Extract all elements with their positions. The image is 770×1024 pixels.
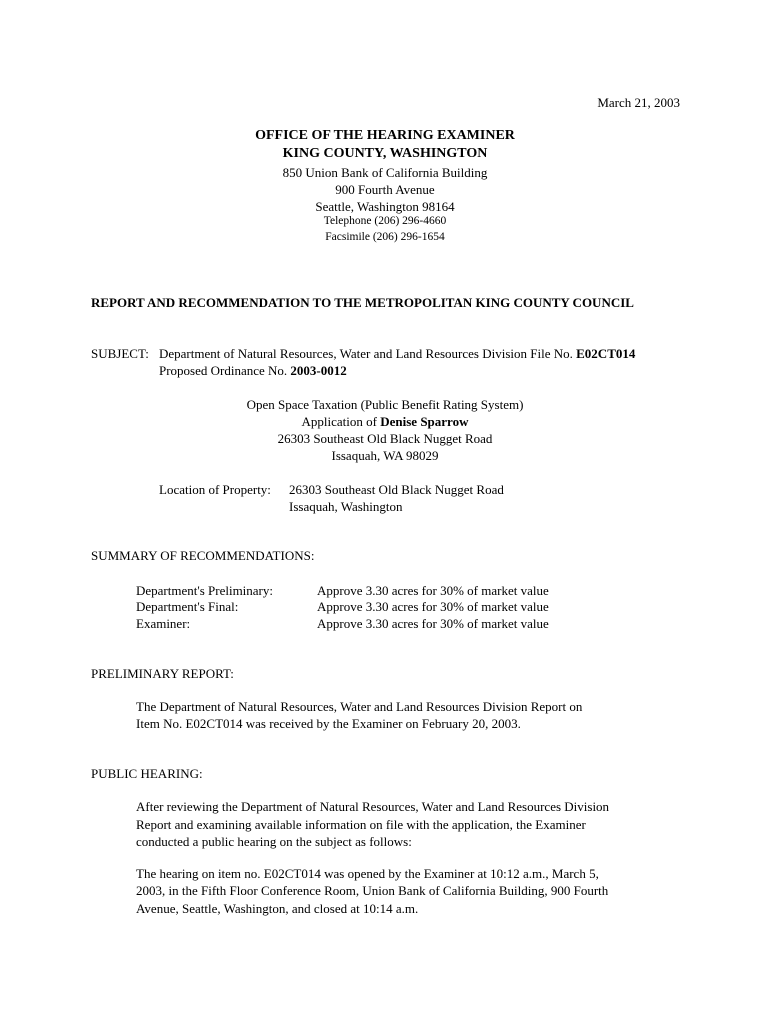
document-date: March 21, 2003 [597, 95, 680, 110]
summary-value-examiner: Approve 3.30 acres for 30% of market value [317, 616, 549, 631]
office-telephone: Telephone (206) 296-4660 [323, 215, 447, 227]
office-name: OFFICE OF THE HEARING EXAMINER [255, 128, 515, 143]
application-line3: 26303 Southeast Old Black Nugget Road [277, 431, 493, 446]
subject-line1 [159, 345, 635, 362]
public-hearing-heading: PUBLIC HEARING: [91, 766, 203, 781]
summary-label-final: Department's Final: [136, 599, 239, 614]
application-line1: Open Space Taxation (Public Benefit Rating System) [246, 397, 524, 412]
preliminary-report-heading: PRELIMINARY REPORT: [91, 666, 234, 681]
subject-ordinance-no: 2003-0012 [290, 363, 347, 378]
office-address-line3: Seattle, Washington 98164 [315, 199, 455, 214]
office-address-line1: 850 Union Bank of California Building [282, 165, 488, 180]
summary-value-preliminary: Approve 3.30 acres for 30% of market value [317, 583, 549, 598]
office-facsimile: Facsimile (206) 296-1654 [325, 231, 445, 243]
office-address-line2: 900 Fourth Avenue [335, 182, 435, 197]
subject-line1-text: Department of Natural Resources, Water and Land Resources Division File No. [159, 346, 577, 361]
location-line2: Issaquah, Washington [289, 499, 403, 514]
summary-heading: SUMMARY OF RECOMMENDATIONS: [91, 548, 315, 563]
application-prefix: Application of [301, 414, 381, 429]
preliminary-report-line2: Item No. E02CT014 was received by the Examiner on February 20, 2003. [136, 716, 521, 731]
subject-file-no: E02CT014 [576, 346, 636, 361]
public-hearing-para1-line3: conducted a public hearing on the subject as follows: [136, 834, 412, 849]
report-title: REPORT AND RECOMMENDATION TO THE METROPOLITAN KING COUNTY COUNCIL [91, 295, 634, 310]
public-hearing-para2-line1: The hearing on item no. E02CT014 was opened by the Examiner at 10:12 a.m., March 5, [136, 866, 599, 881]
applicant-name: Denise Sparrow [380, 414, 469, 429]
public-hearing-para2-line3: Avenue, Seattle, Washington, and closed at 10:14 a.m. [136, 901, 419, 916]
application-line4: Issaquah, WA 98029 [331, 448, 439, 463]
summary-value-final: Approve 3.30 acres for 30% of market value [317, 599, 549, 614]
subject-line2 [159, 362, 347, 379]
location-line1: 26303 Southeast Old Black Nugget Road [289, 482, 504, 497]
location-label: Location of Property: [159, 482, 271, 497]
public-hearing-para1-line1: After reviewing the Department of Natural Resources, Water and Land Resources Division [136, 799, 610, 814]
summary-label-preliminary: Department's Preliminary: [136, 583, 274, 598]
subject-line2-text: Proposed Ordinance No. [159, 363, 291, 378]
preliminary-report-line1: The Department of Natural Resources, Water and Land Resources Division Report on [136, 699, 583, 714]
application-line2 [0, 413, 770, 430]
public-hearing-para1-line2: Report and examining available information on file with the application, the Examiner [136, 817, 586, 832]
office-jurisdiction: KING COUNTY, WASHINGTON [282, 146, 488, 161]
subject-label: SUBJECT: [91, 346, 149, 361]
summary-label-examiner: Examiner: [136, 616, 191, 631]
public-hearing-para2-line2: 2003, in the Fifth Floor Conference Room, Union Bank of California Building, 900 Fourth [136, 883, 609, 898]
